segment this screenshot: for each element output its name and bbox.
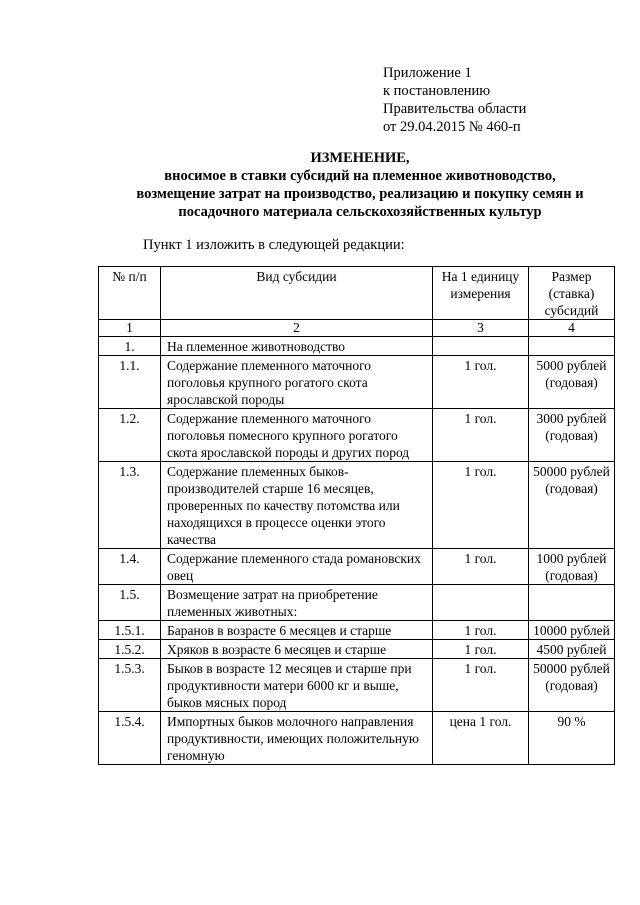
appendix-line-3: Правительства области: [383, 101, 527, 117]
title-line-4: посадочного материала сельскохозяйственных культур: [178, 204, 542, 220]
title-line-1: ИЗМЕНЕНИЕ,: [310, 150, 410, 166]
header-num: № п/п: [99, 267, 161, 320]
appendix-line-4: от 29.04.2015 № 460-п: [383, 119, 521, 135]
row-num: 1.5.3.: [99, 659, 161, 712]
table-row: [99, 659, 615, 712]
row-type: Содержание племенного маточного поголовья крупного рогатого скота ярославской породы: [161, 356, 433, 409]
row-num: 1.2.: [99, 409, 161, 462]
appendix-line-1: Приложение 1: [383, 65, 472, 81]
row-rate: 1000 рублей (годовая): [529, 549, 615, 585]
row-rate: 5000 рублей (годовая): [529, 356, 615, 409]
row-rate: 90 %: [529, 712, 615, 765]
row-type: Быков в возрасте 12 месяцев и старше при продуктивности матери 6000 кг и выше, быков мясных пород: [161, 659, 433, 712]
table-row: [99, 356, 615, 409]
document-title: [100, 149, 620, 221]
table-row: [99, 640, 615, 659]
row-num: 1.1.: [99, 356, 161, 409]
index-cell: 1: [99, 320, 161, 337]
table-header-row: [99, 267, 615, 320]
appendix-block: [383, 64, 623, 136]
intro-paragraph: Пункт 1 изложить в следующей редакции:: [143, 237, 405, 253]
index-cell: 2: [161, 320, 433, 337]
row-rate: 3000 рублей (годовая): [529, 409, 615, 462]
row-rate: 4500 рублей: [529, 640, 615, 659]
row-unit: 1 гол.: [433, 356, 529, 409]
row-unit: 1 гол.: [433, 659, 529, 712]
table-row: [99, 712, 615, 765]
row-rate: [529, 337, 615, 356]
table-row: [99, 409, 615, 462]
row-type: Содержание племенного маточного поголовья помесного крупного рогатого скота ярославской породы и других пород: [161, 409, 433, 462]
row-num: 1.5.2.: [99, 640, 161, 659]
row-rate: 50000 рублей (годовая): [529, 659, 615, 712]
title-line-2: вносимое в ставки субсидий на племенное животноводство,: [164, 168, 556, 184]
row-unit: 1 гол.: [433, 549, 529, 585]
index-cell: 3: [433, 320, 529, 337]
table-row: [99, 621, 615, 640]
row-type: Импортных быков молочного направления продуктивности, имеющих положительную геномную: [161, 712, 433, 765]
table-index-row: [99, 320, 615, 337]
title-line-3: возмещение затрат на производство, реализацию и покупку семян и: [136, 186, 584, 202]
table-row: [99, 462, 615, 549]
row-num: 1.3.: [99, 462, 161, 549]
table-row: [99, 585, 615, 621]
row-unit: [433, 337, 529, 356]
row-type: Содержание племенных быков-производителей старше 16 месяцев, проверенных по качеству потомства или находящихся в процессе оценки этого качества: [161, 462, 433, 549]
header-rate: Размер (ставка) субсидий: [529, 267, 615, 320]
table-row: [99, 337, 615, 356]
row-rate: 50000 рублей (годовая): [529, 462, 615, 549]
row-unit: [433, 585, 529, 621]
subsidy-table: [98, 266, 615, 765]
row-unit: цена 1 гол.: [433, 712, 529, 765]
row-unit: 1 гол.: [433, 462, 529, 549]
index-cell: 4: [529, 320, 615, 337]
row-type: Содержание племенного стада романовских овец: [161, 549, 433, 585]
row-unit: 1 гол.: [433, 621, 529, 640]
header-unit: На 1 единицу измерения: [433, 267, 529, 320]
row-num: 1.5.: [99, 585, 161, 621]
row-type: Баранов в возрасте 6 месяцев и старше: [161, 621, 433, 640]
row-unit: 1 гол.: [433, 409, 529, 462]
row-type: Возмещение затрат на приобретение племенных животных:: [161, 585, 433, 621]
row-unit: 1 гол.: [433, 640, 529, 659]
row-num: 1.5.1.: [99, 621, 161, 640]
row-rate: [529, 585, 615, 621]
table-row: [99, 549, 615, 585]
row-num: 1.4.: [99, 549, 161, 585]
row-num: 1.5.4.: [99, 712, 161, 765]
row-num: 1.: [99, 337, 161, 356]
appendix-line-2: к постановлению: [383, 83, 491, 99]
row-type: Хряков в возрасте 6 месяцев и старше: [161, 640, 433, 659]
row-type: На племенное животноводство: [161, 337, 433, 356]
header-type: Вид субсидии: [161, 267, 433, 320]
row-rate: 10000 рублей: [529, 621, 615, 640]
